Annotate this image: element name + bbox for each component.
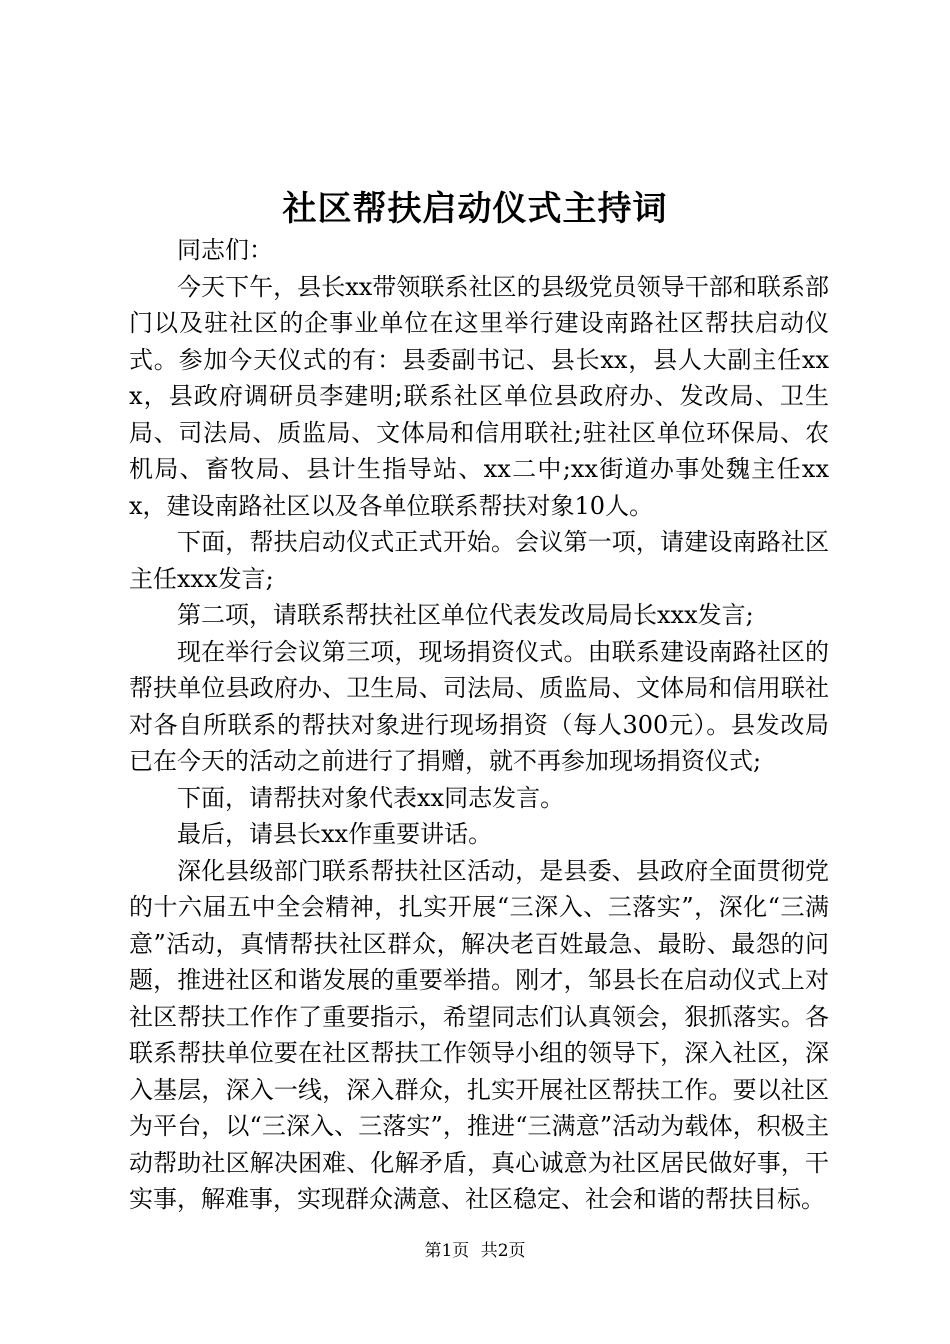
paragraph-opening: 今天下午，县长xx带领联系社区的县级党员领导干部和联系部门以及驻社区的企事业单位在这里举行建设南路社区帮扶启动仪式。参加今天仪式的有：县委副书记、县长xx，县人大副主任xxx，县政府调研员李建明;联系社区单位县政府办、发改局、卫生局、司法局、质监局、文体局和信用联社;驻社区单位环保局、农机局、畜牧局、县计生指导站、xx二中;xx街道办事处魏主任xxx，建设南路社区以及各单位联系帮扶对象10人。	[129, 272, 829, 520]
paragraph-item-two: 第二项，请联系帮扶社区单位代表发改局局长xxx发言;	[177, 601, 754, 629]
page-number-total: 共2页	[480, 1241, 526, 1261]
paragraph-item-three: 现在举行会议第三项，现场捐资仪式。由联系建设南路社区的帮扶单位县政府办、卫生局、司法局、质监局、文体局和信用联社对各自所联系的帮扶对象进行现场捐资（每人300元）。县发改局已在今天的活动之前进行了捐赠，就不再参加现场捐资仪式;	[129, 637, 829, 775]
paragraph-item-one: 下面，帮扶启动仪式正式开始。会议第一项，请建设南路社区主任xxx发言;	[129, 528, 829, 593]
paragraph-final-speech: 最后，请县长xx作重要讲话。	[177, 820, 493, 848]
salutation: 同志们：	[177, 236, 273, 264]
paragraph-closing: 深化县级部门联系帮扶社区活动，是县委、县政府全面贯彻党的十六届五中全会精神，扎实开展“三深入、三落实”，深化“三满意”活动，真情帮扶社区群众，解决老百姓最急、最盼、最怨的问题，推进社区和谐发展的重要举措。刚才，邹县长在启动仪式上对社区帮扶工作作了重要指示，希望同志们认真领会，狠抓落实。各联系帮扶单位要在社区帮扶工作领导小组的领导下，深入社区，深入基层，深入一线，深入群众，扎实开展社区帮扶工作。要以社区为平台，以“三深入、三落实”，推进“三满意”活动为载体，积极主动帮助社区解决困难、化解矛盾，真心诚意为社区居民做好事，干实事，解难事，实现群众满意、社区稳定、社会和谐的帮扶目标。	[129, 856, 829, 1213]
page-footer	[0, 1239, 950, 1263]
paragraph-representative: 下面，请帮扶对象代表xx同志发言。	[177, 783, 565, 812]
page-number-current: 第1页	[424, 1241, 470, 1261]
document-body	[129, 232, 829, 1218]
document-title: 社区帮扶启动仪式主持词	[282, 189, 668, 229]
